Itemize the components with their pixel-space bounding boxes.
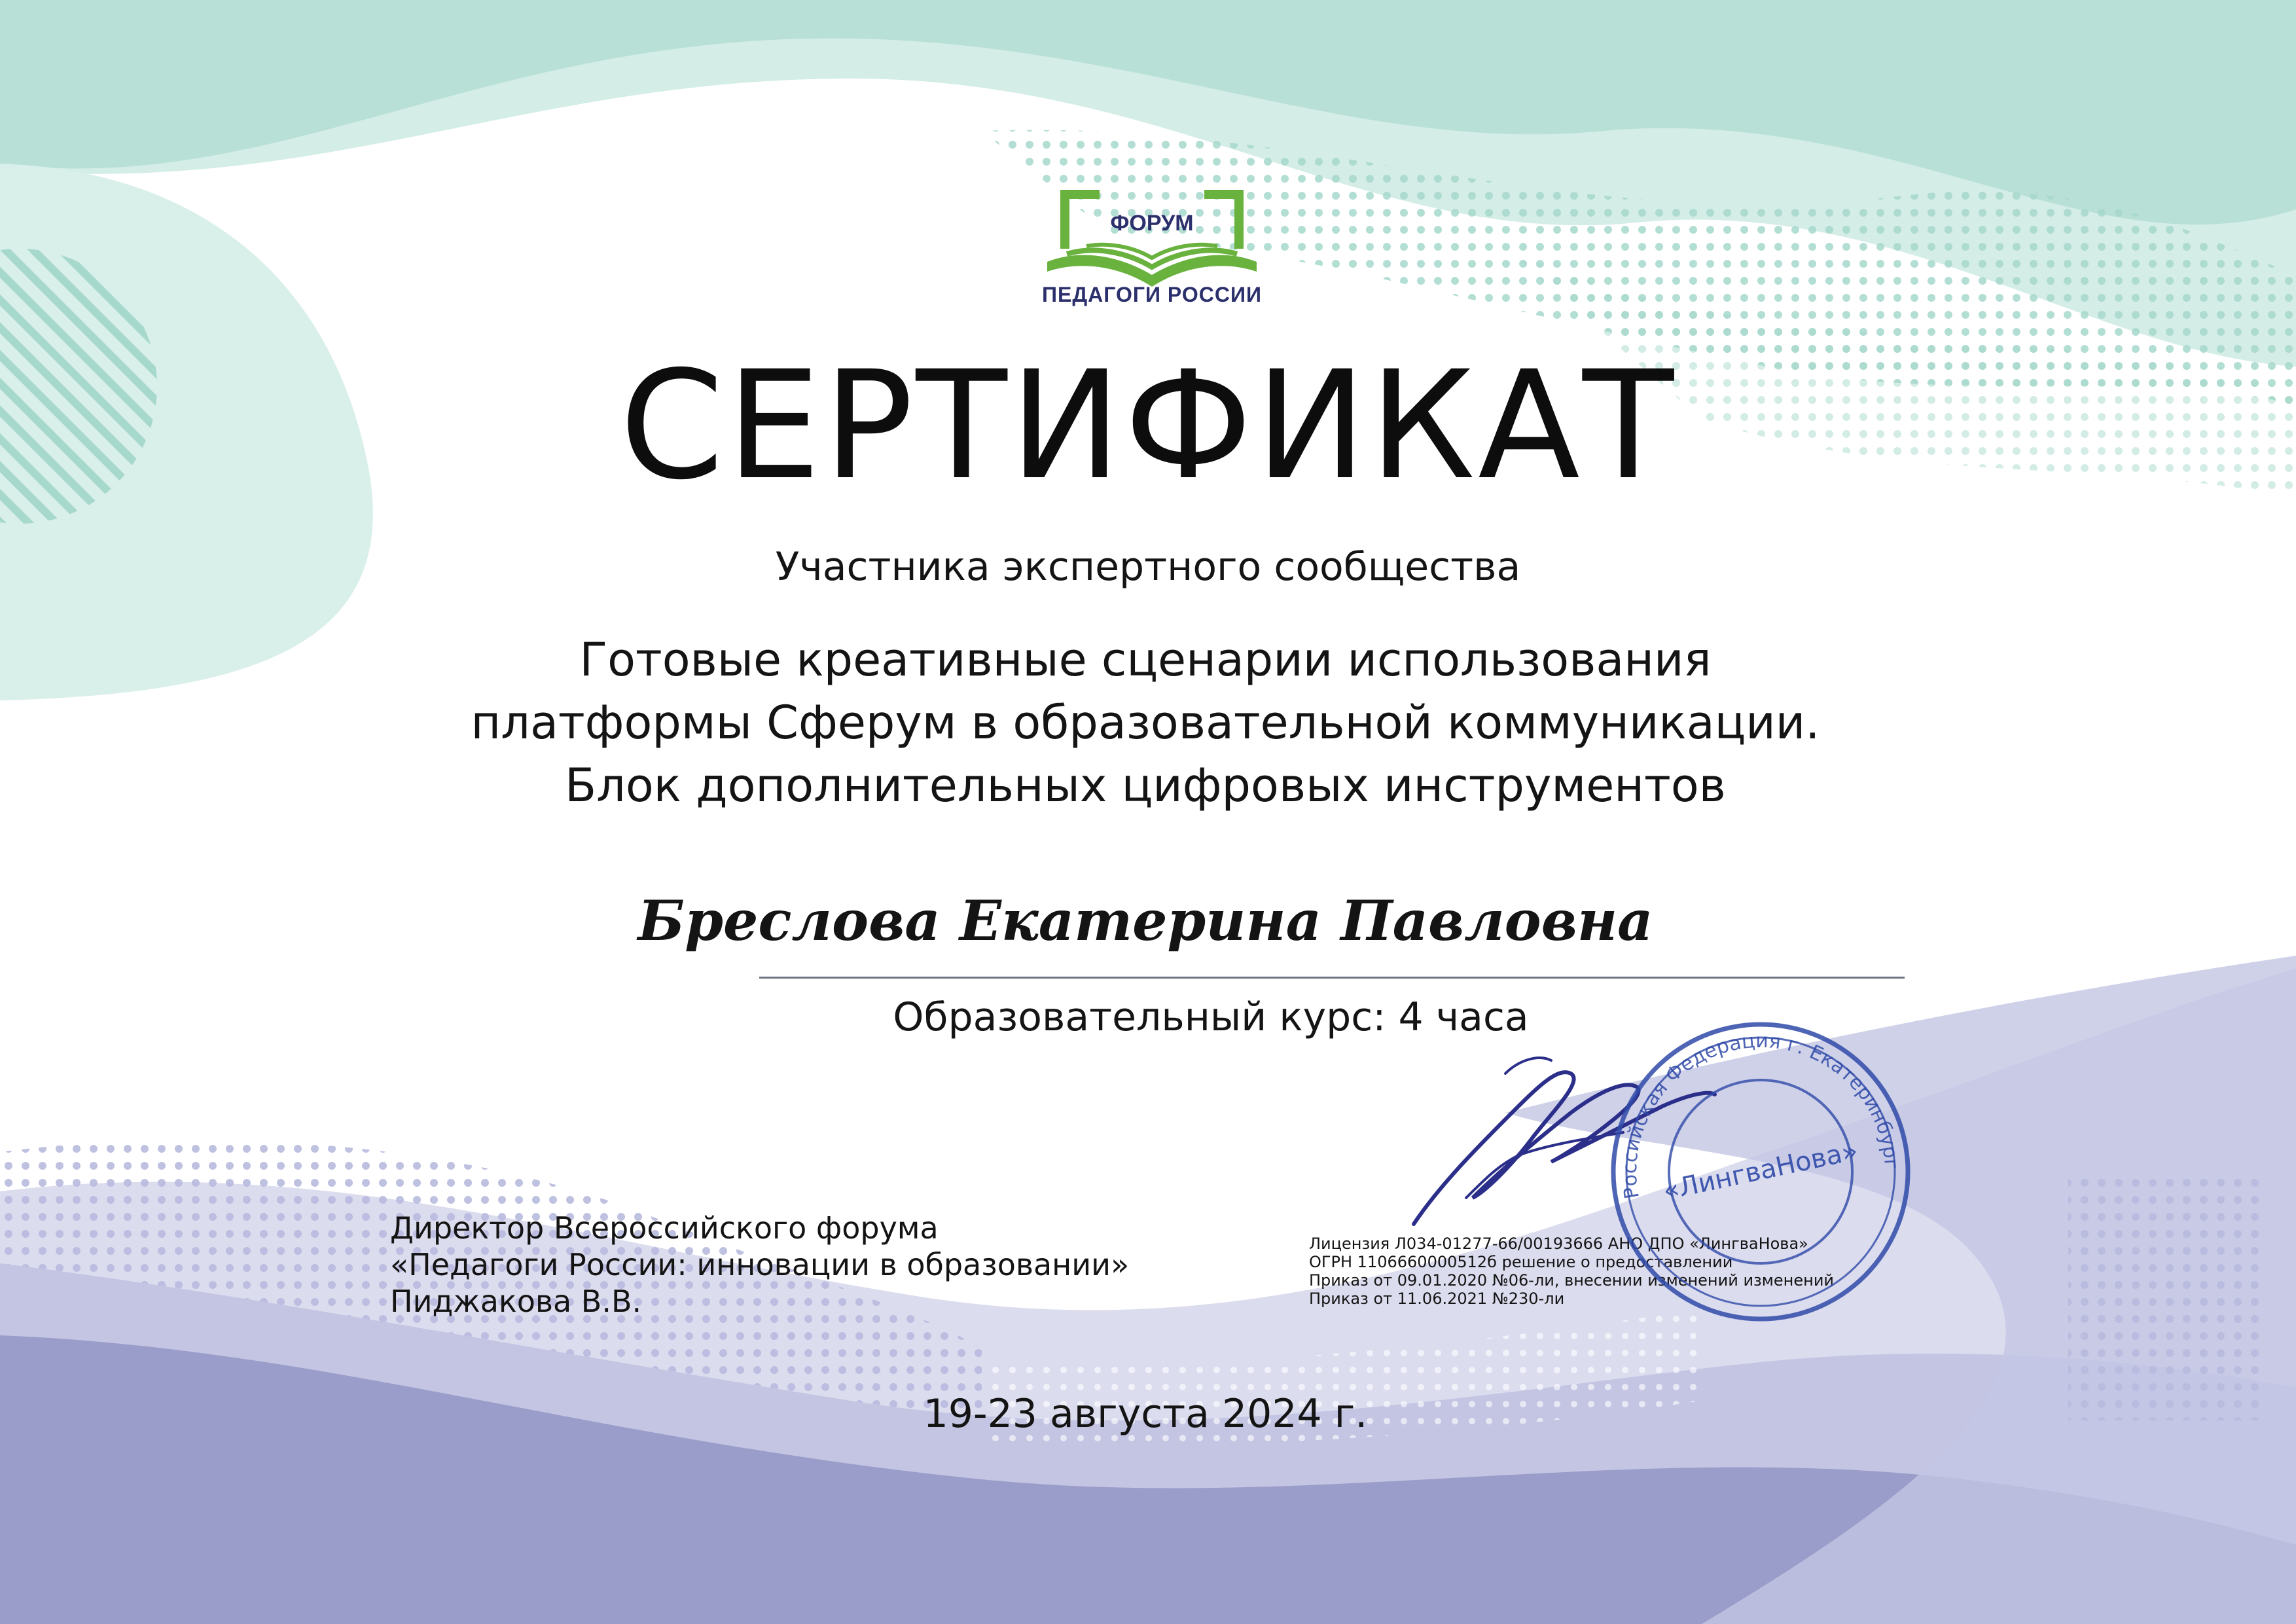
license-line: Приказ от 09.01.2020 №06-ли, внесении изменений изменений: [1309, 1271, 1835, 1290]
logo-subtitle: ПЕДАГОГИ РОССИИ: [1042, 283, 1262, 306]
bottom-right-dot-block: [2068, 1172, 2265, 1420]
director-line: Директор Всероссийского форума: [390, 1210, 939, 1246]
license-line: Приказ от 11.06.2021 №230-ли: [1309, 1290, 1565, 1308]
course-title-line: Блок дополнительных цифровых инструментов: [565, 759, 1726, 812]
recipient-name: Бреслова Екатерина Павловна: [637, 888, 1653, 953]
license-line: ОГРН 1106660000512б решение о предоставлении: [1309, 1253, 1733, 1271]
organization-seal-icon: [1597, 1008, 1924, 1335]
svg-text:Российская Федерация г. Екатер: [1597, 1008, 1905, 1227]
certificate-subtitle: Участника экспертного сообщества: [775, 544, 1521, 590]
seal-ring-text: Российская Федерация г. Екатеринбург: [1618, 1029, 1903, 1200]
course-duration: Образовательный курс: 4 часа: [893, 994, 1529, 1040]
director-line: «Педагоги России: инновации в образовании»: [390, 1247, 1130, 1282]
logo-word: ФОРУМ: [1110, 211, 1194, 236]
certificate-title: СЕРТИФИКАТ: [619, 338, 1677, 513]
course-title: [327, 628, 1964, 817]
license-line: Лицензия Л034-01277-66/00193666 АНО ДПО «ЛингваНова»: [1309, 1235, 1808, 1253]
director-block: [390, 1210, 1241, 1320]
certificate-date: 19-23 августа 2024 г.: [923, 1391, 1368, 1437]
course-title-line: Готовые креативные сценарии использования: [579, 633, 1712, 687]
seal-center-text: «ЛингваНова»: [1660, 1136, 1861, 1207]
course-title-line: платформы Сферум в образовательной коммуникации.: [471, 696, 1820, 749]
name-underline: [759, 977, 1905, 979]
director-name: Пиджакова В.В.: [390, 1284, 642, 1319]
